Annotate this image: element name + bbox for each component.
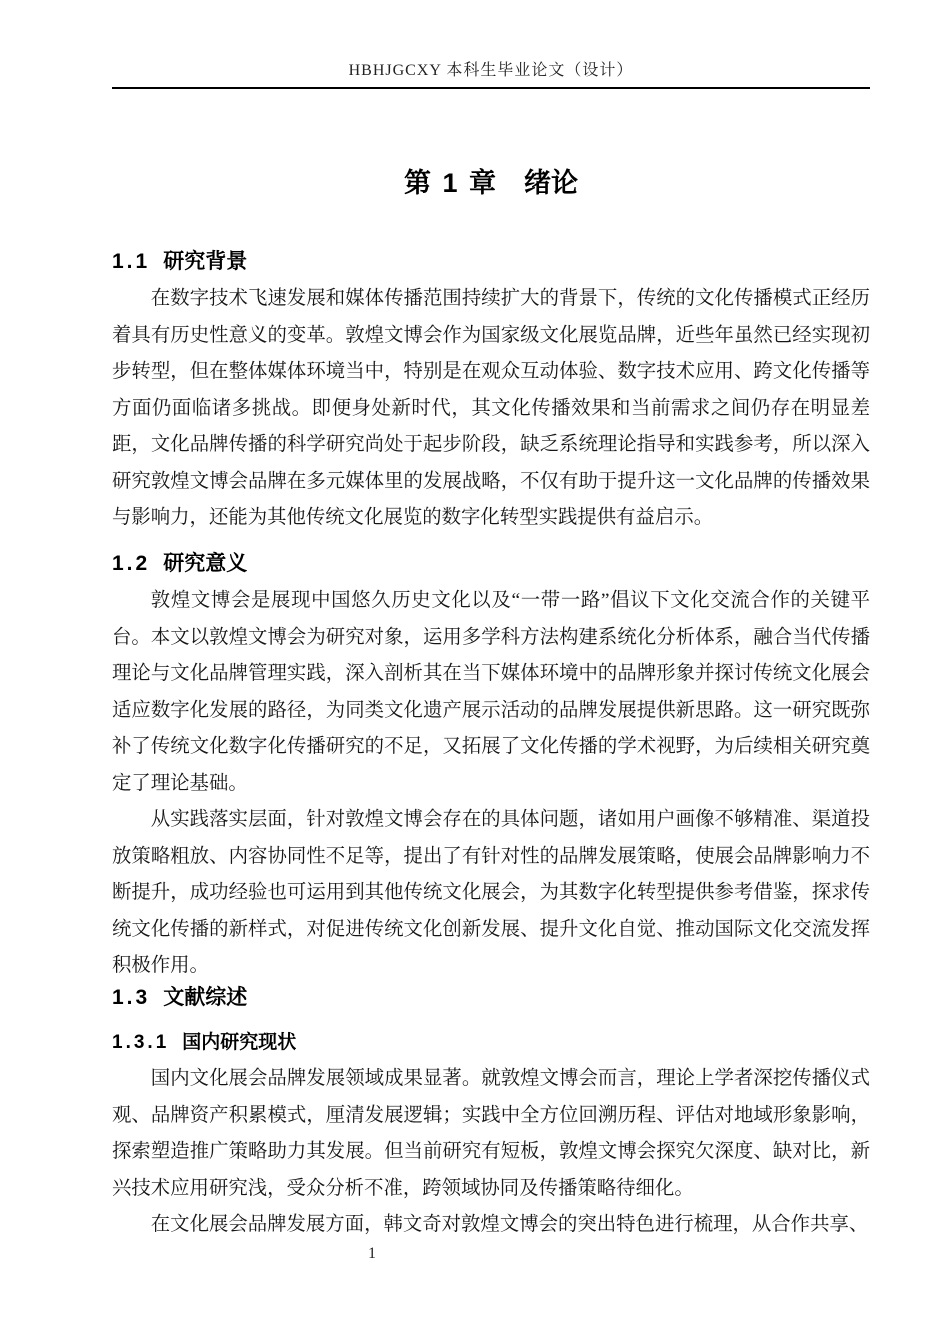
page-header xyxy=(112,58,870,89)
section-literature-review xyxy=(112,983,870,1244)
paragraph: 在数字技术飞速发展和媒体传播范围持续扩大的背景下，传统的文化传播模式正经历着具有历史性意义的变革。敦煌文博会作为国家级文化展览品牌，近些年虽然已经实现初步转型，但在整体媒体环境当中，特别是在观众互动体验、数字技术应用、跨文化传播等方面仍面临诸多挑战。即便身处新时代，其文化传播效果和当前需求之间仍存在明显差距，文化品牌传播的科学研究尚处于起步阶段，缺乏系统理论指导和实践参考，所以深入研究敦煌文博会品牌在多元媒体里的发展战略，不仅有助于提升这一文化品牌的传播效果与影响力，还能为其他传统文化展览的数字化转型实践提供有益启示。 xyxy=(112,288,870,528)
chapter-title xyxy=(112,163,870,203)
paragraph: 从实践落实层面，针对敦煌文博会存在的具体问题，诸如用户画像不够精准、渠道投放策略粗放、内容协同性不足等，提出了有针对性的品牌发展策略，使展会品牌影响力不断提升，成功经验也可运用到其他传统文化展会，为其数字化转型提供参考借鉴，探求传统文化传播的新样式，对促进传统文化创新发展、提升文化自觉、推动国际文化交流发挥积极作用。 xyxy=(112,809,870,976)
section-research-background xyxy=(112,247,870,537)
section-heading xyxy=(112,549,870,579)
paragraph: 敦煌文博会是展现中国悠久历史文化以及“一带一路”倡议下文化交流合作的关键平台。本文以敦煌文博会为研究对象，运用多学科方法构建系统化分析体系，融合当代传播理论与文化品牌管理实践，深入剖析其在当下媒体环境中的品牌形象并探讨传统文化展会适应数字化发展的路径，为同类文化遗产展示活动的品牌发展提供新思路。这一研究既弥补了传统文化数字化传播研究的不足，又拓展了文化传播的学术视野，为后续相关研究奠定了理论基础。 xyxy=(112,590,870,794)
paragraph: 在文化展会品牌发展方面，韩文奇对敦煌文博会的突出特色进行梳理，从合作共享、 xyxy=(150,1214,869,1235)
chapter-number: 第 1 章 xyxy=(403,168,499,198)
section-heading xyxy=(112,983,870,1013)
section-heading-text: 研究背景 xyxy=(163,250,248,273)
section-heading xyxy=(112,247,870,277)
section-heading-text: 文献综述 xyxy=(163,986,248,1009)
section-heading-number: 1.3 xyxy=(112,986,151,1009)
paragraph: 国内文化展会品牌发展领域成果显著。就敦煌文博会而言，理论上学者深挖传播仪式观、品牌资产积累模式，厘清发展逻辑；实践中全方位回溯历程、评估对地域形象影响，探索塑造推广策略助力其发展。但当前研究有短板，敦煌文博会探究欠深度、缺对比，新兴技术应用研究浅，受众分析不准，跨领域协同及传播策略待细化。 xyxy=(112,1068,870,1199)
section-heading-text: 研究意义 xyxy=(163,552,248,575)
chapter-title-text: 绪论 xyxy=(524,168,579,198)
section-research-significance xyxy=(112,549,870,985)
subsection-heading-text: 国内研究现状 xyxy=(182,1032,297,1053)
section-heading-number: 1.1 xyxy=(112,250,151,273)
page-number: 1 xyxy=(368,1245,376,1262)
section-heading-number: 1.2 xyxy=(112,552,151,575)
subsection-heading-number: 1.3.1 xyxy=(112,1032,170,1053)
header-title: HBHJGCXY 本科生毕业论文（设计） xyxy=(348,62,634,79)
subsection-heading xyxy=(112,1029,870,1057)
